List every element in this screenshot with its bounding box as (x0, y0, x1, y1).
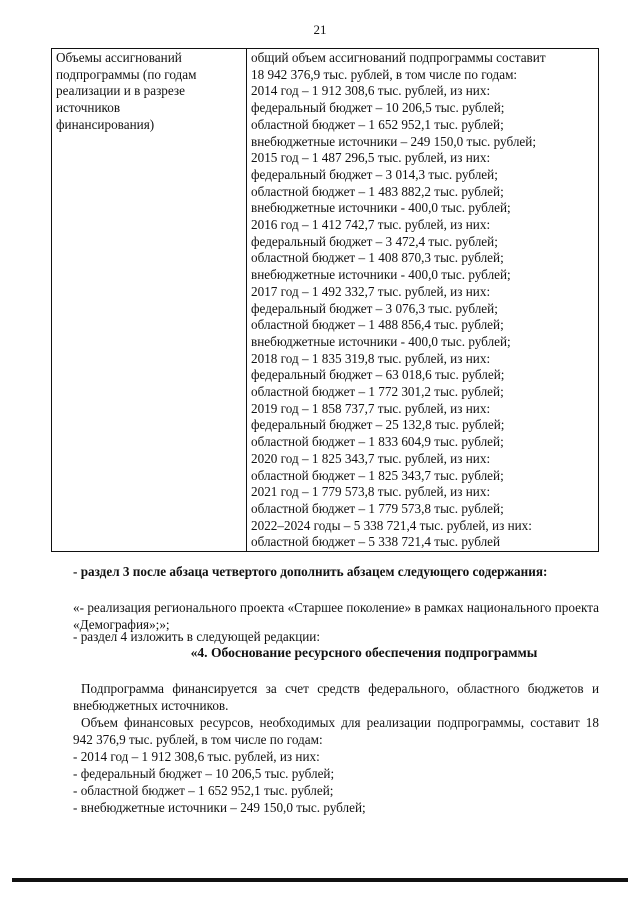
table-value-cell (247, 49, 599, 552)
value-line: 2020 год – 1 825 343,7 тыс. рублей, из них: (251, 450, 491, 466)
value-line: областной бюджет – 1 772 301,2 тыс. рублей; (251, 384, 504, 400)
value-line: 18 942 376,9 тыс. рублей, в том числе по годам: (251, 66, 518, 82)
label-line: подпрограммы (по годам (56, 66, 197, 82)
amendment-quote-text: «- реализация регионального проекта «Старшее поколение» в рамках национального проекта «Демография»;»; (73, 600, 599, 632)
label-line: реализации и в разрезе (56, 83, 185, 99)
value-line: федеральный бюджет – 3 014,3 тыс. рублей; (251, 166, 498, 182)
value-line: 2014 год – 1 912 308,6 тыс. рублей, из них: (251, 83, 491, 99)
paragraph: Подпрограмма финансируется за счет средств федерального, областного бюджетов и внебюджетных источников. (73, 681, 599, 713)
funding-table (51, 48, 599, 552)
list-item: - внебюджетные источники – 249 150,0 тыс. рублей; (73, 800, 366, 815)
value-line: федеральный бюджет – 25 132,8 тыс. рублей; (251, 417, 505, 433)
amendment-section4 (73, 628, 599, 645)
table-label-cell (52, 49, 247, 552)
value-line: областной бюджет – 1 408 870,3 тыс. рублей; (251, 250, 504, 266)
section-heading: «4. Обоснование ресурсного обеспечения подпрограммы (190, 645, 538, 660)
value-line: внебюджетные источники - 400,0 тыс. рублей; (251, 267, 511, 283)
value-line: областной бюджет – 1 488 856,4 тыс. рублей; (251, 317, 504, 333)
amendment-item: - раздел 4 изложить в следующей редакции: (73, 629, 321, 644)
list-item: - областной бюджет – 1 652 952,1 тыс. рублей; (73, 783, 334, 798)
label-line: Объемы ассигнований (56, 50, 182, 65)
label-line: источников (56, 100, 121, 116)
value-line: областной бюджет – 1 652 952,1 тыс. рублей; (251, 116, 504, 132)
value-line: 2015 год – 1 487 296,5 тыс. рублей, из них: (251, 150, 491, 166)
value-line: федеральный бюджет – 3 472,4 тыс. рублей; (251, 233, 498, 249)
value-line: областной бюджет – 1 779 573,8 тыс. рублей; (251, 500, 504, 516)
value-line: общий объем ассигнований подпрограммы составит (251, 50, 546, 65)
value-line: 2022–2024 годы – 5 338 721,4 тыс. рублей, из них: (251, 517, 532, 533)
value-line: федеральный бюджет – 3 076,3 тыс. рублей; (251, 300, 498, 316)
value-line: федеральный бюджет – 10 206,5 тыс. рублей; (251, 100, 505, 116)
paragraph: Объем финансовых ресурсов, необходимых для реализации подпрограммы, составит 18 942 376,9 тыс. рублей, в том числе по годам: (73, 715, 599, 747)
value-line: областной бюджет – 1 483 882,2 тыс. рублей; (251, 183, 504, 199)
value-line: 2019 год – 1 858 737,7 тыс. рублей, из них: (251, 400, 491, 416)
value-line: внебюджетные источники – 249 150,0 тыс. рублей; (251, 133, 537, 149)
section-body (73, 680, 599, 816)
amendment-item: - раздел 3 после абзаца четвертого дополнить абзацем следующего содержания: (73, 564, 548, 579)
list-item: - федеральный бюджет – 10 206,5 тыс. рублей; (73, 766, 335, 781)
value-line: 2018 год – 1 835 319,8 тыс. рублей, из них: (251, 350, 491, 366)
value-line: 2016 год – 1 412 742,7 тыс. рублей, из них: (251, 217, 491, 233)
value-line: внебюджетные источники - 400,0 тыс. рублей; (251, 200, 511, 216)
value-line: областной бюджет – 1 833 604,9 тыс. рублей; (251, 434, 504, 450)
page-number: 21 (313, 22, 327, 37)
value-line: 2021 год – 1 779 573,8 тыс. рублей, из них: (251, 484, 491, 500)
bottom-rule (12, 878, 628, 882)
value-line: 2017 год – 1 492 332,7 тыс. рублей, из них: (251, 283, 491, 299)
amendment-section3 (73, 563, 599, 580)
label-line: финансирования) (56, 116, 155, 132)
value-line: внебюджетные источники - 400,0 тыс. рублей; (251, 333, 511, 349)
table-row (52, 49, 599, 552)
value-line: областной бюджет – 5 338 721,4 тыс. рублей (251, 534, 501, 550)
value-line: федеральный бюджет – 63 018,6 тыс. рублей; (251, 367, 505, 383)
list-item: - 2014 год – 1 912 308,6 тыс. рублей, из них: (73, 749, 320, 764)
value-line: областной бюджет – 1 825 343,7 тыс. рублей; (251, 467, 504, 483)
